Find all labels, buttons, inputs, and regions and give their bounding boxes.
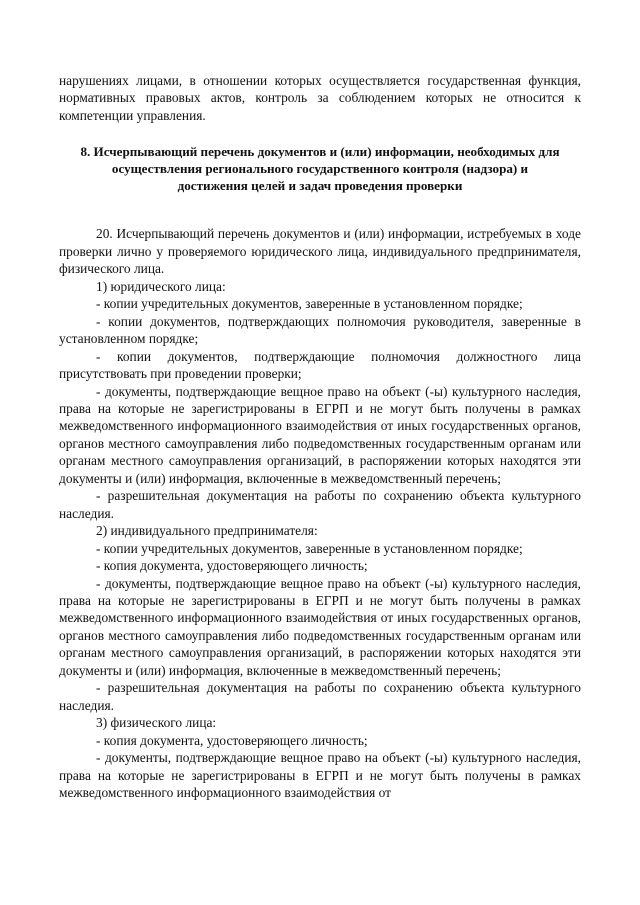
list-item: - разрешительная документация на работы по сохранению объекта культурного наследия. <box>59 488 581 521</box>
subheading-entrepreneur: 2) индивидуального предпринимателя: <box>96 523 318 539</box>
heading-line-2: осуществления регионального государственного контроля (надзора) и <box>111 161 529 177</box>
list-item: - копия документа, удостоверяющего личность; <box>96 558 368 574</box>
list-item: - копии документов, подтверждающие полномочия должностного лица присутствовать при проведении проверки; <box>59 348 581 382</box>
list-item: - документы, подтверждающие вещное право на объект (-ы) культурного наследия, права на которые не зарегистрированы в ЕГРП и не могут быть получены в рамках межведомственного информационного взаимодействия от иных государственных органов, органов местного самоуправления либо подведомственных государственным органам или органам местного самоуправления организаций, в распоряжении которых находятся эти документы и (или) информация, включенные в межведомственный перечень; <box>59 383 581 486</box>
paragraph-20-intro: 20. Исчерпывающий перечень документов и (или) информации, истребуемых в ходе проверки лично у проверяемого юридического лица, индивидуального предпринимателя, физического лица. <box>59 226 581 277</box>
list-item: - документы, подтверждающие вещное право на объект (-ы) культурного наследия, права на которые не зарегистрированы в ЕГРП и не могут быть получены в рамках межведомственного информационного взаимодействия от иных государственных органов, органов местного самоуправления либо подведомственных государственным органам или органам местного самоуправления организаций, в распоряжении которых находятся эти документы и (или) информация, включенные в межведомственный перечень; <box>59 575 581 678</box>
list-item: - копия документа, удостоверяющего личность; <box>96 732 368 748</box>
list-item: - разрешительная документация на работы по сохранению объекта культурного наследия. <box>59 680 581 713</box>
list-item: - копии учредительных документов, заверенные в установленном порядке; <box>96 296 523 312</box>
section-heading <box>59 144 581 194</box>
heading-line-3: достижения целей и задач проведения проверки <box>177 177 463 193</box>
list-item: - копии учредительных документов, заверенные в установленном порядке; <box>96 540 523 556</box>
subheading-individual: 3) физического лица: <box>96 715 217 731</box>
heading-line-1: 8. Исчерпывающий перечень документов и (или) информации, необходимых для <box>80 144 560 160</box>
list-item: - документы, подтверждающие вещное право на объект (-ы) культурного наследия, права на которые не зарегистрированы в ЕГРП и не могут быть получены в рамках межведомственного информационного взаимодействия от <box>59 750 581 800</box>
subheading-legal-entity: 1) юридического лица: <box>96 278 226 294</box>
list-item: - копии документов, подтверждающих полномочия руководителя, заверенные в установленном порядке; <box>59 313 581 347</box>
continuation-paragraph: нарушениях лицами, в отношении которых осуществляется государственная функция, нормативных правовых актов, контроль за соблюдением которых не относится к компетенции управления. <box>59 73 581 123</box>
document-page <box>59 72 581 801</box>
